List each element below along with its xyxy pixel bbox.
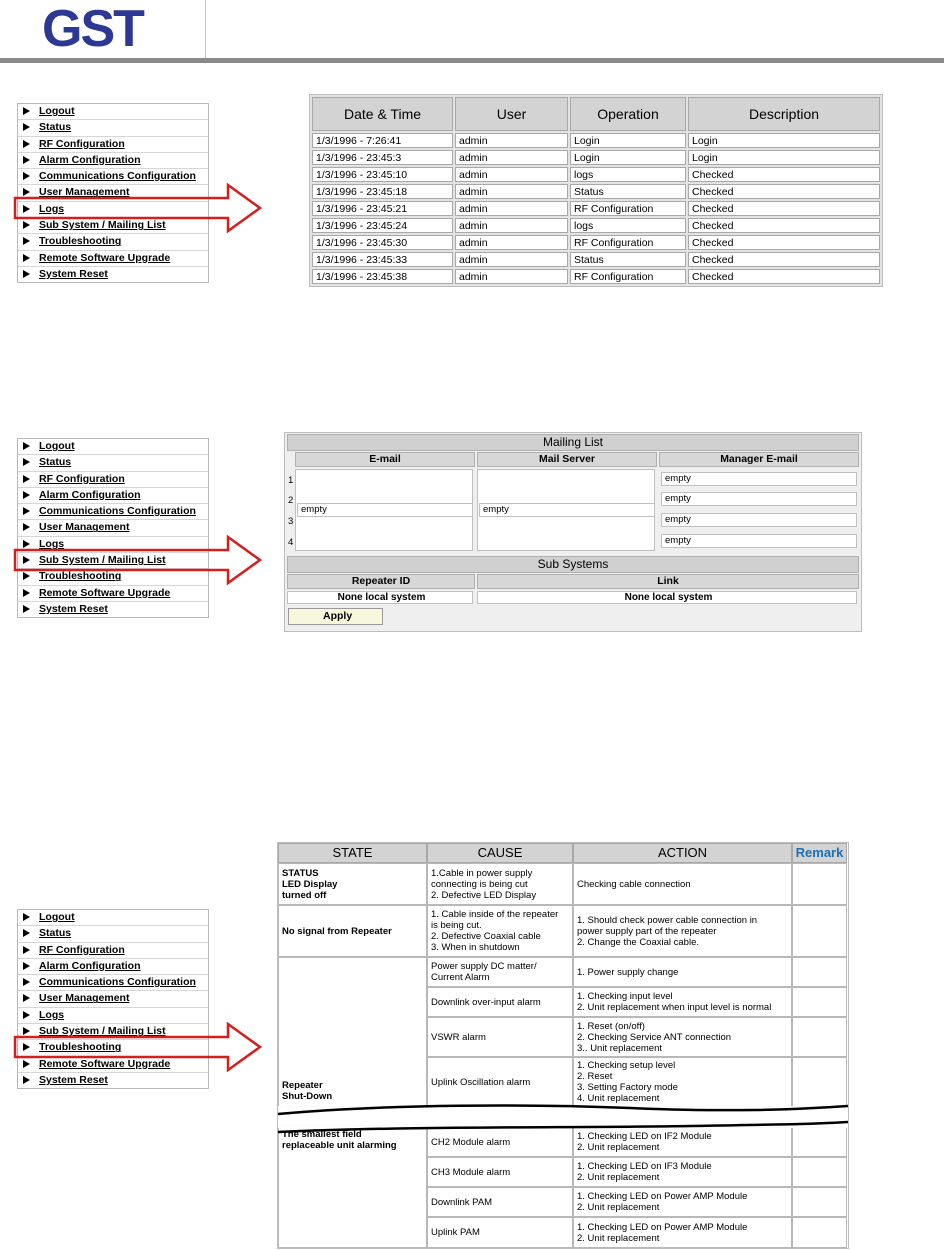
nav-item-system-reset[interactable] bbox=[18, 602, 208, 617]
gst-logo-text: GST bbox=[42, 6, 143, 52]
action-line: 1. Checking input level bbox=[577, 991, 673, 1002]
cause-cell bbox=[427, 1217, 573, 1248]
action-line: 2. Checking Service ANT connection bbox=[577, 1031, 732, 1043]
nav-item-status[interactable] bbox=[18, 926, 208, 942]
logs-cell: admin bbox=[455, 167, 568, 182]
nav-item-label[interactable]: Sub System / Mailing List bbox=[39, 1025, 166, 1038]
nav-item-label[interactable]: Status bbox=[39, 456, 72, 469]
logs-cell: Login bbox=[570, 133, 686, 148]
logs-table bbox=[309, 94, 883, 287]
nav-item-label[interactable]: RF Configuration bbox=[39, 472, 125, 485]
state-line: LED Display bbox=[282, 878, 338, 890]
action-line: 2. Unit replacement bbox=[577, 1202, 660, 1213]
remark-header: Remark bbox=[792, 843, 847, 863]
manager-email-input[interactable]: empty bbox=[661, 534, 857, 548]
nav-item-remote-software-upgrade[interactable] bbox=[18, 251, 208, 267]
state-line: replaceable unit alarming bbox=[282, 1140, 397, 1151]
nav-item-label[interactable]: Communications Configuration bbox=[39, 505, 196, 518]
row-number: 1 bbox=[288, 475, 294, 486]
triangle-bullet-icon bbox=[23, 156, 30, 164]
row-number: 4 bbox=[288, 537, 294, 548]
repeater-id-value: None local system bbox=[287, 591, 473, 604]
manager-email-column-header: Manager E-mail bbox=[659, 452, 859, 467]
gst-logo bbox=[42, 6, 202, 52]
logs-cell: 1/3/1996 - 23:45:24 bbox=[312, 218, 453, 233]
logs-row bbox=[312, 133, 880, 148]
logs-cell: Checked bbox=[688, 269, 880, 284]
logs-cell: Checked bbox=[688, 235, 880, 250]
logs-row bbox=[312, 167, 880, 182]
logs-cell: admin bbox=[455, 133, 568, 148]
troubleshooting-table bbox=[277, 842, 849, 1249]
nav-item-label[interactable]: Logout bbox=[39, 911, 75, 923]
logs-cell: 1/3/1996 - 23:45:18 bbox=[312, 184, 453, 199]
remark-cell bbox=[792, 863, 847, 905]
highlight-arrow-mailing bbox=[13, 535, 263, 585]
action-cell bbox=[573, 1157, 792, 1187]
link-value: None local system bbox=[477, 591, 857, 604]
logs-cell: Status bbox=[570, 252, 686, 267]
logs-cell: Checked bbox=[688, 201, 880, 216]
action-cell bbox=[573, 1187, 792, 1217]
action-cell bbox=[573, 1217, 792, 1248]
triangle-bullet-icon bbox=[23, 458, 30, 466]
logs-cell: Checked bbox=[688, 252, 880, 267]
action-line: power supply part of the repeater bbox=[577, 925, 717, 937]
nav-item-label[interactable]: Troubleshooting bbox=[39, 235, 122, 248]
logs-cell: Login bbox=[688, 150, 880, 165]
logs-header-cell: Description bbox=[688, 97, 880, 131]
cause-line: 3. When in shutdown bbox=[431, 942, 520, 953]
state-cell bbox=[278, 957, 427, 1107]
cause-cell bbox=[427, 957, 573, 987]
action-line: 3. Setting Factory mode bbox=[577, 1082, 678, 1093]
state-line: STATUS bbox=[282, 867, 319, 879]
action-line: 2. Unit replacement bbox=[577, 1232, 660, 1244]
action-line: 1. Checking LED on Power AMP Module bbox=[577, 1221, 748, 1233]
logs-cell: logs bbox=[570, 218, 686, 233]
row-number: 3 bbox=[288, 516, 294, 527]
logs-cell: RF Configuration bbox=[570, 269, 686, 284]
nav-item-communications-configuration[interactable] bbox=[18, 975, 208, 991]
logs-cell: Checked bbox=[688, 218, 880, 233]
logs-cell: 1/3/1996 - 7:26:41 bbox=[312, 133, 453, 148]
state-line: Repeater bbox=[282, 1080, 323, 1091]
nav-item-rf-configuration[interactable] bbox=[18, 943, 208, 959]
triangle-bullet-icon bbox=[23, 507, 30, 515]
triangle-bullet-icon bbox=[23, 270, 30, 278]
nav-item-label[interactable]: Troubleshooting bbox=[39, 1041, 122, 1054]
state-line: The smallest field bbox=[282, 1129, 362, 1140]
action-header: ACTION bbox=[573, 843, 792, 863]
logo-divider bbox=[205, 0, 206, 58]
table-break-lines bbox=[270, 1102, 850, 1138]
logs-row bbox=[312, 184, 880, 199]
triangle-bullet-icon bbox=[23, 523, 30, 531]
remark-cell bbox=[792, 1187, 847, 1217]
mailing-list-panel bbox=[284, 432, 862, 632]
cause-line: Uplink PAM bbox=[431, 1227, 480, 1238]
manager-email-input[interactable]: empty bbox=[661, 513, 857, 527]
nav-item-label[interactable]: User Management bbox=[39, 521, 130, 534]
header-rule bbox=[0, 58, 944, 63]
state-line: turned off bbox=[282, 889, 327, 901]
triangle-bullet-icon bbox=[23, 605, 30, 613]
logs-cell: RF Configuration bbox=[570, 235, 686, 250]
triangle-bullet-icon bbox=[23, 475, 30, 483]
nav-item-label[interactable]: Communications Configuration bbox=[39, 976, 196, 989]
action-cell bbox=[573, 957, 792, 987]
logs-cell: admin bbox=[455, 218, 568, 233]
nav-item-label[interactable]: Alarm Configuration bbox=[39, 153, 141, 166]
triangle-bullet-icon bbox=[23, 442, 30, 450]
action-line: 1. Checking setup level bbox=[577, 1060, 676, 1071]
triangle-bullet-icon bbox=[23, 1076, 30, 1084]
nav-item-label[interactable]: Status bbox=[39, 121, 72, 134]
nav-item-remote-software-upgrade[interactable] bbox=[18, 586, 208, 602]
cause-line: Downlink PAM bbox=[431, 1196, 493, 1208]
nav-item-label[interactable]: Logs bbox=[39, 1008, 65, 1021]
action-cell bbox=[573, 905, 792, 957]
state-line: Shut-Down bbox=[282, 1091, 333, 1102]
cause-line: Uplink Oscillation alarm bbox=[431, 1076, 531, 1088]
logs-cell: 1/3/1996 - 23:45:10 bbox=[312, 167, 453, 182]
nav-item-status[interactable] bbox=[18, 120, 208, 136]
nav-item-label[interactable]: Remote Software Upgrade bbox=[39, 251, 171, 264]
cause-line: Current Alarm bbox=[431, 972, 490, 983]
action-line: 4. Unit replacement bbox=[577, 1093, 660, 1104]
logs-cell: admin bbox=[455, 269, 568, 284]
cause-cell bbox=[427, 1057, 573, 1107]
remark-cell bbox=[792, 1217, 847, 1248]
nav-item-communications-configuration[interactable] bbox=[18, 504, 208, 520]
nav-item-label[interactable]: User Management bbox=[39, 186, 130, 199]
remark-cell bbox=[792, 957, 847, 987]
cause-cell bbox=[427, 1017, 573, 1057]
logs-header-cell: Operation bbox=[570, 97, 686, 131]
cause-header: CAUSE bbox=[427, 843, 573, 863]
cause-cell bbox=[427, 1157, 573, 1187]
cause-line: VSWR alarm bbox=[431, 1031, 486, 1043]
logs-cell: admin bbox=[455, 150, 568, 165]
triangle-bullet-icon bbox=[23, 123, 30, 131]
logs-cell: 1/3/1996 - 23:45:30 bbox=[312, 235, 453, 250]
cause-cell bbox=[427, 863, 573, 905]
action-cell bbox=[573, 1057, 792, 1107]
triangle-bullet-icon bbox=[23, 978, 30, 986]
nav-item-user-management[interactable] bbox=[18, 991, 208, 1007]
state-header: STATE bbox=[278, 843, 427, 863]
nav-item-label[interactable]: Remote Software Upgrade bbox=[39, 586, 171, 599]
remark-cell bbox=[792, 1057, 847, 1107]
cause-cell bbox=[427, 905, 573, 957]
logs-cell: 1/3/1996 - 23:45:33 bbox=[312, 252, 453, 267]
manager-email-input[interactable]: empty bbox=[661, 472, 857, 486]
nav-item-rf-configuration[interactable] bbox=[18, 137, 208, 153]
triangle-bullet-icon bbox=[23, 994, 30, 1002]
nav-item-logout[interactable] bbox=[18, 104, 208, 120]
cause-cell bbox=[427, 1187, 573, 1217]
logs-cell: admin bbox=[455, 201, 568, 216]
nav-item-alarm-configuration[interactable] bbox=[18, 153, 208, 169]
nav-item-status[interactable] bbox=[18, 455, 208, 471]
logs-cell: Status bbox=[570, 184, 686, 199]
nav-item-label[interactable]: Status bbox=[39, 927, 72, 940]
nav-item-alarm-configuration[interactable] bbox=[18, 959, 208, 975]
state-line: No signal from Repeater bbox=[282, 925, 392, 937]
triangle-bullet-icon bbox=[23, 589, 30, 597]
nav-item-label[interactable]: Troubleshooting bbox=[39, 570, 122, 583]
action-line: 2. Unit replacement bbox=[577, 1142, 660, 1153]
logs-cell: Checked bbox=[688, 167, 880, 182]
logs-cell: admin bbox=[455, 252, 568, 267]
logs-row bbox=[312, 235, 880, 250]
cause-line: is being cut. bbox=[431, 920, 482, 931]
nav-item-label[interactable]: Sub System / Mailing List bbox=[39, 554, 166, 567]
email-column-header: E-mail bbox=[295, 452, 475, 467]
action-cell bbox=[573, 987, 792, 1017]
logs-row bbox=[312, 201, 880, 216]
action-line: 3.. Unit replacement bbox=[577, 1042, 663, 1054]
remark-cell bbox=[792, 1157, 847, 1187]
remark-cell bbox=[792, 905, 847, 957]
nav-item-logout[interactable] bbox=[18, 910, 208, 926]
nav-item-label[interactable]: Logout bbox=[39, 440, 75, 452]
logs-cell: Login bbox=[688, 133, 880, 148]
remark-cell bbox=[792, 987, 847, 1017]
logs-header-cell: User bbox=[455, 97, 568, 131]
action-line: 2. Unit replacement when input level is normal bbox=[577, 1002, 772, 1013]
nav-item-label[interactable]: Alarm Configuration bbox=[39, 959, 141, 972]
logs-cell: admin bbox=[455, 184, 568, 199]
nav-item-rf-configuration[interactable] bbox=[18, 472, 208, 488]
cause-line: Power supply DC matter/ bbox=[431, 961, 537, 972]
nav-item-label[interactable]: Communications Configuration bbox=[39, 170, 196, 183]
action-cell bbox=[573, 863, 792, 905]
state-cell bbox=[278, 1125, 427, 1248]
nav-item-label[interactable]: Remote Software Upgrade bbox=[39, 1057, 171, 1070]
nav-item-label[interactable]: System Reset bbox=[39, 267, 108, 280]
highlight-arrow-troubleshooting bbox=[13, 1022, 263, 1072]
nav-item-alarm-configuration[interactable] bbox=[18, 488, 208, 504]
action-line: 1. Checking LED on IF3 Module bbox=[577, 1161, 712, 1172]
sub-systems-title: Sub Systems bbox=[287, 556, 859, 573]
mail-server-column-header: Mail Server bbox=[477, 452, 657, 467]
nav-item-label[interactable]: User Management bbox=[39, 992, 130, 1005]
nav-menu-mailing bbox=[17, 438, 209, 618]
mail-server-input[interactable]: empty bbox=[479, 503, 655, 517]
logs-cell: admin bbox=[455, 235, 568, 250]
logs-body bbox=[312, 133, 880, 284]
logs-cell: Login bbox=[570, 150, 686, 165]
triangle-bullet-icon bbox=[23, 946, 30, 954]
action-line: Checking cable connection bbox=[577, 878, 691, 890]
action-line: 1. Checking LED on Power AMP Module bbox=[577, 1191, 748, 1202]
action-line: 1. Reset (on/off) bbox=[577, 1020, 645, 1032]
highlight-arrow-logs bbox=[13, 183, 263, 233]
nav-item-label[interactable]: Logout bbox=[39, 105, 75, 117]
action-line: 1. Checking LED on IF2 Module bbox=[577, 1131, 712, 1142]
logs-cell: RF Configuration bbox=[570, 201, 686, 216]
repeater-id-header: Repeater ID bbox=[287, 574, 475, 589]
nav-item-system-reset[interactable] bbox=[18, 1073, 208, 1088]
logs-cell: Checked bbox=[688, 184, 880, 199]
cause-line: 1.Cable in power supply bbox=[431, 867, 533, 879]
action-line: 2. Unit replacement bbox=[577, 1172, 660, 1183]
nav-item-logout[interactable] bbox=[18, 439, 208, 455]
triangle-bullet-icon bbox=[23, 962, 30, 970]
triangle-bullet-icon bbox=[23, 140, 30, 148]
triangle-bullet-icon bbox=[23, 929, 30, 937]
triangle-bullet-icon bbox=[23, 491, 30, 499]
triangle-bullet-icon bbox=[23, 107, 30, 115]
cause-line: CH3 Module alarm bbox=[431, 1166, 511, 1178]
link-header: Link bbox=[477, 574, 859, 589]
state-cell bbox=[278, 863, 427, 905]
cause-line: connecting is being cut bbox=[431, 878, 528, 890]
logs-row bbox=[312, 269, 880, 284]
logs-row bbox=[312, 150, 880, 165]
logs-cell: logs bbox=[570, 167, 686, 182]
logs-cell: 1/3/1996 - 23:45:21 bbox=[312, 201, 453, 216]
cause-line: 1. Cable inside of the repeater bbox=[431, 909, 559, 920]
action-line: 1. Power supply change bbox=[577, 966, 679, 978]
cause-line: Downlink over-input alarm bbox=[431, 996, 541, 1008]
nav-item-label[interactable]: System Reset bbox=[39, 1073, 108, 1086]
remark-cell bbox=[792, 1017, 847, 1057]
nav-item-label[interactable]: Sub System / Mailing List bbox=[39, 219, 166, 232]
action-line: 2. Reset bbox=[577, 1071, 613, 1082]
logs-row bbox=[312, 252, 880, 267]
logs-cell: 1/3/1996 - 23:45:38 bbox=[312, 269, 453, 284]
nav-item-label[interactable]: System Reset bbox=[39, 602, 108, 615]
cause-line: CH2 Module alarm bbox=[431, 1136, 511, 1148]
triangle-bullet-icon bbox=[23, 172, 30, 180]
manager-email-input[interactable]: empty bbox=[661, 492, 857, 506]
nav-item-label[interactable]: RF Configuration bbox=[39, 943, 125, 956]
action-line: 1. Should check power cable connection in bbox=[577, 914, 758, 926]
state-cell bbox=[278, 905, 427, 957]
cause-cell bbox=[427, 987, 573, 1017]
email-input[interactable]: empty bbox=[297, 503, 473, 517]
cause-line: 2. Defective LED Display bbox=[431, 889, 537, 901]
action-line: 2. Change the Coaxial cable. bbox=[577, 936, 699, 948]
logs-row bbox=[312, 218, 880, 233]
logs-cell: 1/3/1996 - 23:45:3 bbox=[312, 150, 453, 165]
mailing-list-title: Mailing List bbox=[287, 434, 859, 451]
logs-header-cell: Date & Time bbox=[312, 97, 453, 131]
nav-item-label[interactable]: RF Configuration bbox=[39, 137, 125, 150]
logs-header-row bbox=[312, 97, 880, 131]
nav-item-troubleshooting[interactable] bbox=[18, 234, 208, 250]
triangle-bullet-icon bbox=[23, 1011, 30, 1019]
nav-item-label[interactable]: Logs bbox=[39, 537, 65, 550]
nav-item-label[interactable]: Alarm Configuration bbox=[39, 488, 141, 501]
triangle-bullet-icon bbox=[23, 913, 30, 921]
apply-button[interactable]: Apply bbox=[288, 608, 383, 625]
action-cell bbox=[573, 1017, 792, 1057]
triangle-bullet-icon bbox=[23, 237, 30, 245]
nav-item-label[interactable]: Logs bbox=[39, 202, 65, 215]
cause-line: 2. Defective Coaxial cable bbox=[431, 931, 541, 942]
row-number: 2 bbox=[288, 495, 294, 506]
triangle-bullet-icon bbox=[23, 254, 30, 262]
nav-item-system-reset[interactable] bbox=[18, 267, 208, 282]
